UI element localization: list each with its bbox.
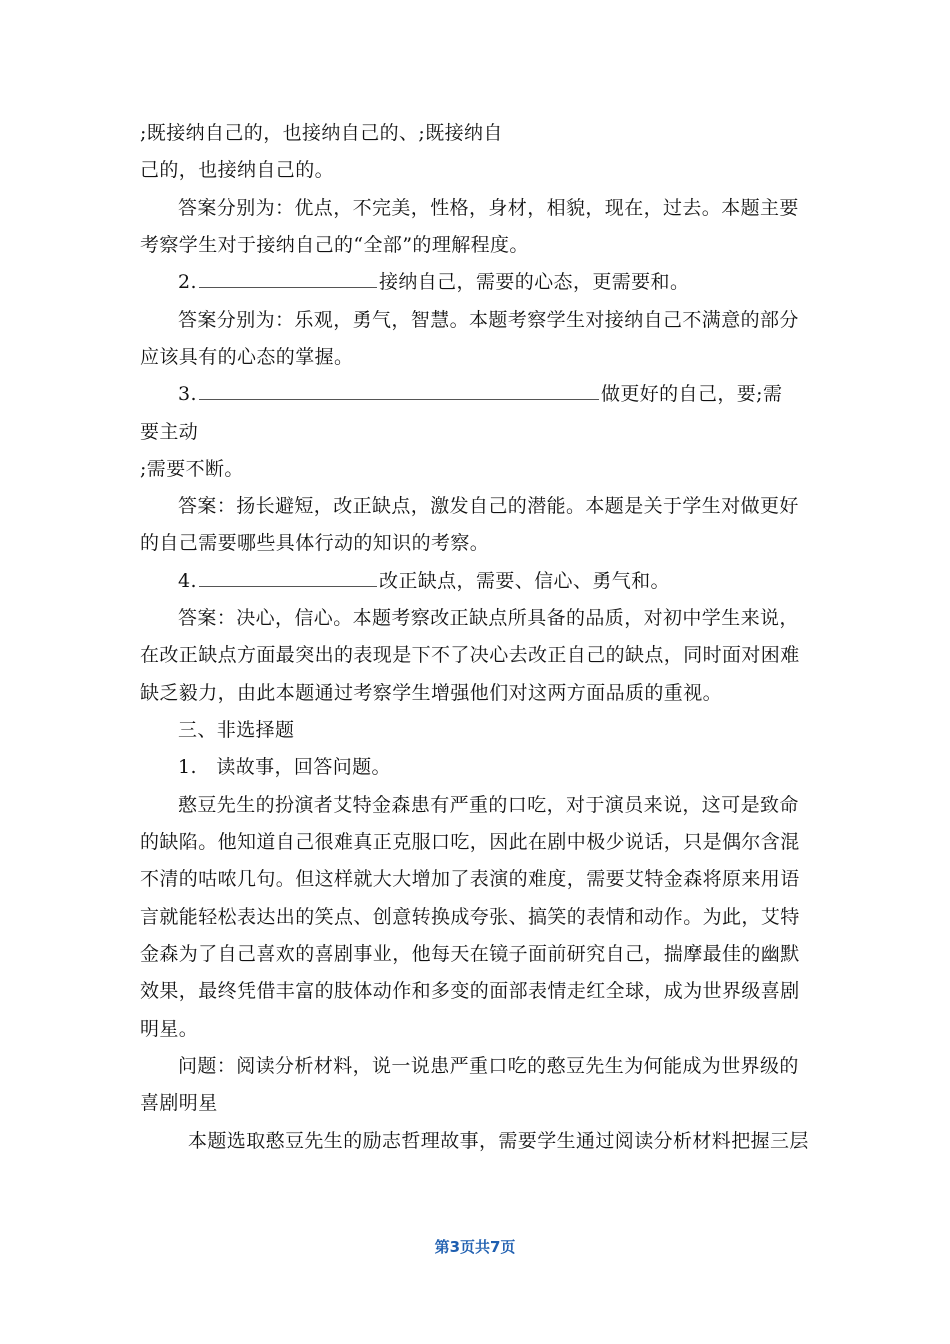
text-line: 在改正缺点方面最突出的表现是下不了决心去改正自己的缺点，同时面对困难 <box>140 644 800 666</box>
answer-paragraph: 答案：扬长避短，改正缺点，激发自己的潜能。本题是关于学生对做更好 <box>178 495 799 517</box>
question-2 <box>178 269 810 295</box>
question-1: 1. 读故事，回答问题。 <box>178 756 391 778</box>
story-paragraph: 憨豆先生的扮演者艾特金森患有严重的口吃，对于演员来说，这可是致命 <box>178 794 799 816</box>
answer-blank <box>199 568 377 587</box>
question-4 <box>178 568 810 594</box>
text-line: 不清的咕哝几句。但这样就大大增加了表演的难度，需要艾特金森将原来用语 <box>140 868 800 890</box>
question-text: 改正缺点，需要、信心、勇气和。 <box>378 570 670 592</box>
answer-paragraph: 答案分别为：优点，不完美，性格，身材，相貌，现在，过去。本题主要 <box>178 197 799 219</box>
section-heading: 三、非选择题 <box>178 719 295 741</box>
question-number: 2. <box>178 271 197 293</box>
analysis-paragraph: 本题选取憨豆先生的励志哲理故事，需要学生通过阅读分析材料把握三层 <box>188 1130 809 1152</box>
text-line: 言就能轻松表达出的笑点、创意转换成夸张、搞笑的表情和动作。为此，艾特 <box>140 906 800 928</box>
text-line: 考察学生对于接纳自己的“全部”的理解程度。 <box>140 234 529 256</box>
text-line: 效果，最终凭借丰富的肢体动作和多变的面部表情走红全球，成为世界级喜剧 <box>140 980 800 1002</box>
question-paragraph: 问题：阅读分析材料，说一说患严重口吃的憨豆先生为何能成为世界级的 <box>178 1055 799 1077</box>
question-number: 4. <box>178 570 197 592</box>
text-line: 要主动 <box>140 421 199 443</box>
text-line: 的自己需要哪些具体行动的知识的考察。 <box>140 532 490 554</box>
text-line: 喜剧明星 <box>140 1092 218 1114</box>
answer-paragraph: 答案：决心，信心。本题考察改正缺点所具备的品质，对初中学生来说， <box>178 607 799 629</box>
question-number: 3. <box>178 383 197 405</box>
question-text: 接纳自己，需要的心态，更需要和。 <box>378 271 690 293</box>
question-3 <box>178 381 810 407</box>
text-line: 的缺陷。他知道自己很难真正克服口吃，因此在剧中极少说话，只是偶尔含混 <box>140 831 800 853</box>
answer-paragraph: 答案分别为：乐观，勇气，智慧。本题考察学生对接纳自己不满意的部分 <box>178 309 799 331</box>
question-text: 做更好的自己，要;需 <box>600 383 783 405</box>
text-line: 缺乏毅力，由此本题通过考察学生增强他们对这两方面品质的重视。 <box>140 682 723 704</box>
answer-blank <box>199 269 377 288</box>
page-number: 第3页共7页 <box>434 1238 516 1256</box>
answer-blank <box>199 381 599 400</box>
text-line: 明星。 <box>140 1018 199 1040</box>
text-line: ;既接纳自己的，也接纳自己的、;既接纳自 <box>140 122 503 144</box>
text-line: 己的，也接纳自己的。 <box>140 159 335 181</box>
text-line: 金森为了自己喜欢的喜剧事业，他每天在镜子面前研究自己，揣摩最佳的幽默 <box>140 943 800 965</box>
text-line: 应该具有的心态的掌握。 <box>140 346 354 368</box>
text-line: ;需要不断。 <box>140 458 244 480</box>
